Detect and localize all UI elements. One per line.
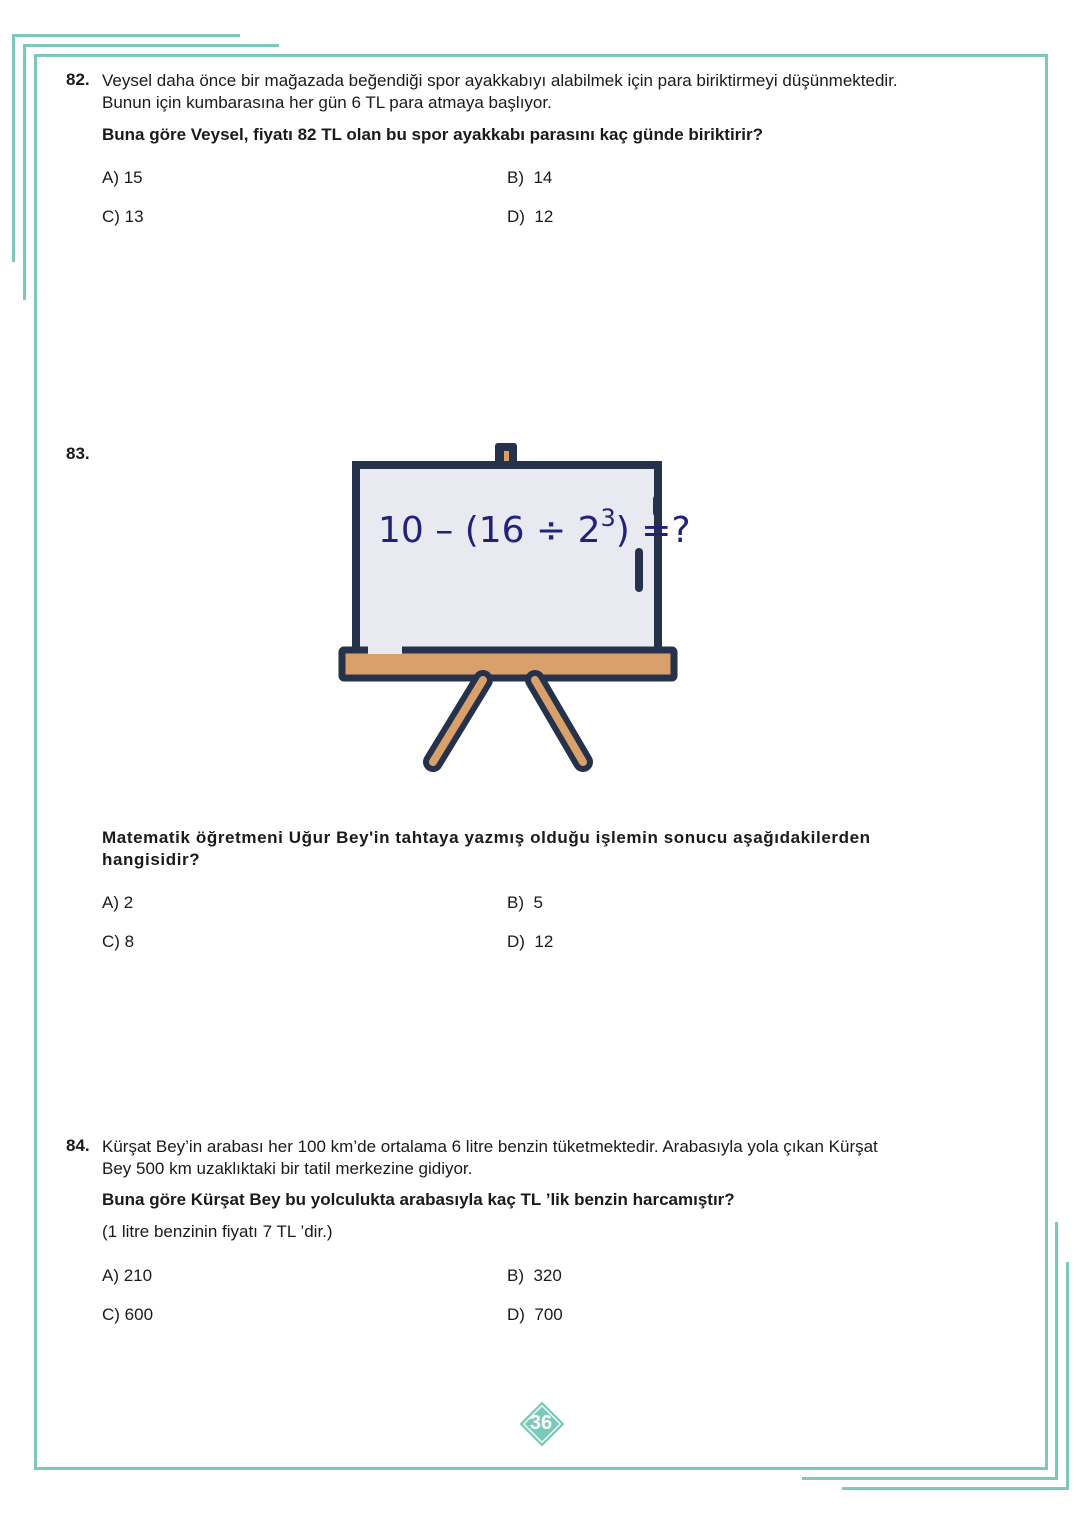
chalk-tray bbox=[342, 650, 674, 678]
question-text-line: Veysel daha önce bir mağazada beğendiği spor ayakkabıyı alabilmek için para biriktirmeyi düşünmektedir. bbox=[102, 71, 898, 90]
board-leg-right-inner bbox=[535, 680, 583, 762]
board-leg-left-inner bbox=[433, 680, 483, 762]
option-a[interactable]: A) 2 bbox=[102, 893, 134, 912]
frame-accent-tl-2 bbox=[12, 34, 15, 262]
option-d[interactable]: D) 12 bbox=[507, 932, 554, 951]
equation-main: 10 – (16 ÷ 2 bbox=[378, 510, 601, 551]
frame-accent-br-3 bbox=[842, 1487, 1069, 1490]
frame-accent-br-2 bbox=[1055, 1222, 1058, 1480]
frame-bottom bbox=[34, 1467, 1048, 1470]
option-b[interactable]: B) 5 bbox=[507, 893, 543, 912]
question-number: 83. bbox=[66, 444, 90, 463]
frame-accent-br-1 bbox=[802, 1477, 1058, 1480]
question-number: 82. bbox=[66, 70, 90, 89]
equation-exponent: 3 bbox=[600, 504, 616, 532]
page-number: 36 bbox=[529, 1412, 553, 1434]
board-equation bbox=[378, 504, 691, 551]
option-c[interactable]: C) 600 bbox=[102, 1305, 154, 1324]
question-note: (1 litre benzinin fiyatı 7 TL ’dir.) bbox=[102, 1222, 333, 1241]
option-c[interactable]: C) 13 bbox=[102, 207, 144, 226]
equation-tail: ) =? bbox=[615, 510, 691, 551]
option-b[interactable]: B) 14 bbox=[507, 168, 553, 187]
board-mark bbox=[635, 548, 643, 592]
frame-accent-br-4 bbox=[1066, 1262, 1069, 1490]
question-text-line: Kürşat Bey’in arabası her 100 km’de ortalama 6 litre benzin tüketmektedir. Arabasıyla yola çıkan Kürşat bbox=[102, 1137, 878, 1156]
frame-right bbox=[1045, 54, 1048, 1470]
frame-top bbox=[34, 54, 1048, 57]
question-prompt: Buna göre Kürşat Bey bu yolculukta arabasıyla kaç TL ’lik benzin harcamıştır? bbox=[102, 1190, 735, 1209]
option-a[interactable]: A) 210 bbox=[102, 1266, 153, 1285]
option-b[interactable]: B) 320 bbox=[507, 1266, 562, 1285]
question-number: 84. bbox=[66, 1136, 90, 1155]
frame-accent-tl-1 bbox=[12, 34, 240, 37]
frame-accent-tl-4 bbox=[23, 44, 26, 300]
tray-gap bbox=[368, 646, 402, 654]
frame-left bbox=[34, 54, 37, 1470]
question-prompt-line: Matematik öğretmeni Uğur Bey'in tahtaya yazmış olduğu işlemin sonucu aşağıdakilerden bbox=[102, 828, 871, 847]
frame-accent-tl-3 bbox=[23, 44, 279, 47]
board-face bbox=[356, 465, 658, 653]
option-a[interactable]: A) 15 bbox=[102, 168, 143, 187]
option-d[interactable]: D) 700 bbox=[507, 1305, 563, 1324]
question-text-line: Bey 500 km uzaklıktaki bir tatil merkezine gidiyor. bbox=[102, 1159, 473, 1178]
whiteboard-illustration bbox=[338, 440, 691, 770]
option-c[interactable]: C) 8 bbox=[102, 932, 135, 951]
option-d[interactable]: D) 12 bbox=[507, 207, 554, 226]
question-prompt-line: hangisidir? bbox=[102, 850, 201, 869]
question-text-line: Bunun için kumbarasına her gün 6 TL para atmaya başlıyor. bbox=[102, 93, 552, 112]
question-prompt: Buna göre Veysel, fiyatı 82 TL olan bu spor ayakkabı parasını kaç günde biriktirir? bbox=[102, 125, 764, 144]
